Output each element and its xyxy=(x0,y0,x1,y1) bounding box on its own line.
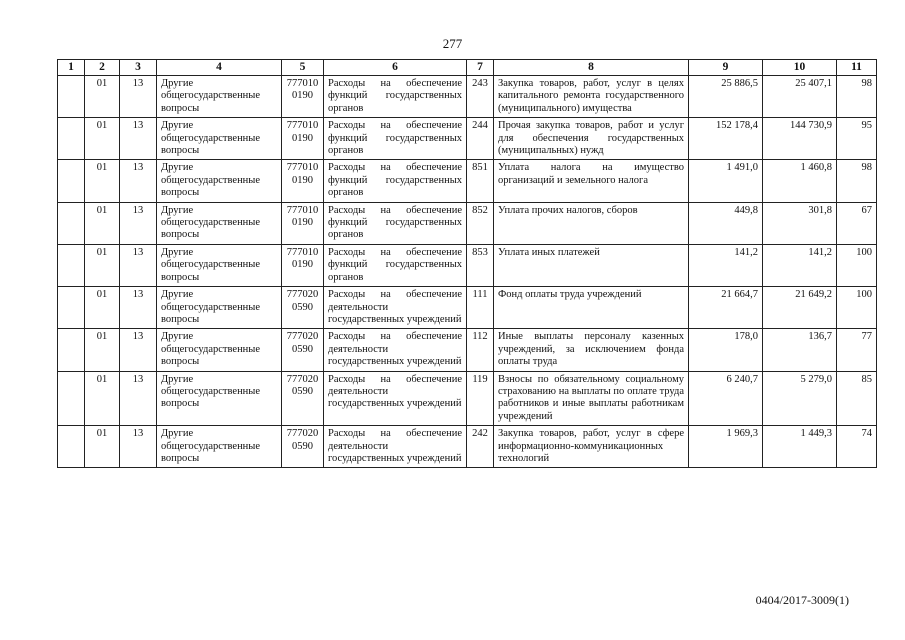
cell-article-name: Расходы на обеспечение деятельности государственных учреждений xyxy=(324,426,467,468)
cell-subsection: 13 xyxy=(120,76,157,118)
cell-percent-executed: 98 xyxy=(837,160,877,202)
cell-section: 01 xyxy=(85,76,120,118)
column-header-7: 7 xyxy=(467,60,494,76)
cell-expense-type: 111 xyxy=(467,287,494,329)
cell-col-1 xyxy=(58,426,85,468)
cell-subsection-name: Другие общегосударственные вопросы xyxy=(157,287,282,329)
column-header-3: 3 xyxy=(120,60,157,76)
cell-col-1 xyxy=(58,371,85,426)
cell-col-1 xyxy=(58,76,85,118)
cell-expense-type: 851 xyxy=(467,160,494,202)
column-header-6: 6 xyxy=(324,60,467,76)
cell-col-1 xyxy=(58,287,85,329)
cell-percent-executed: 85 xyxy=(837,371,877,426)
cell-percent-executed: 98 xyxy=(837,76,877,118)
cell-subsection: 13 xyxy=(120,202,157,244)
cell-target-article: 777010 0190 xyxy=(282,202,324,244)
cell-article-name: Расходы на обеспечение функций государственных органов xyxy=(324,76,467,118)
cell-subsection-name: Другие общегосударственные вопросы xyxy=(157,244,282,286)
cell-col-1 xyxy=(58,202,85,244)
cell-expense-type: 112 xyxy=(467,329,494,371)
cell-expense-type: 853 xyxy=(467,244,494,286)
cell-target-article: 777020 0590 xyxy=(282,426,324,468)
cell-expense-type: 242 xyxy=(467,426,494,468)
cell-subsection: 13 xyxy=(120,371,157,426)
cell-article-name: Расходы на обеспечение деятельности государственных учреждений xyxy=(324,329,467,371)
cell-col-1 xyxy=(58,160,85,202)
table-row xyxy=(58,76,877,118)
cell-executed-amount: 25 407,1 xyxy=(763,76,837,118)
cell-executed-amount: 1 449,3 xyxy=(763,426,837,468)
cell-expense-type-name: Уплата иных платежей xyxy=(494,244,689,286)
table-body xyxy=(58,76,877,468)
cell-planned-amount: 1 491,0 xyxy=(689,160,763,202)
column-header-1: 1 xyxy=(58,60,85,76)
table-row xyxy=(58,371,877,426)
cell-executed-amount: 1 460,8 xyxy=(763,160,837,202)
cell-target-article: 777010 0190 xyxy=(282,244,324,286)
cell-expense-type-name: Уплата налога на имущество организаций и земельного налога xyxy=(494,160,689,202)
cell-section: 01 xyxy=(85,371,120,426)
cell-subsection-name: Другие общегосударственные вопросы xyxy=(157,329,282,371)
cell-expense-type-name: Уплата прочих налогов, сборов xyxy=(494,202,689,244)
cell-col-1 xyxy=(58,244,85,286)
cell-planned-amount: 25 886,5 xyxy=(689,76,763,118)
cell-article-name: Расходы на обеспечение функций государственных органов xyxy=(324,244,467,286)
cell-expense-type-name: Взносы по обязательному социальному страхованию на выплаты по оплате труда работников и иные выплаты работникам учреждений xyxy=(494,371,689,426)
cell-planned-amount: 141,2 xyxy=(689,244,763,286)
cell-section: 01 xyxy=(85,244,120,286)
column-header-4: 4 xyxy=(157,60,282,76)
cell-executed-amount: 5 279,0 xyxy=(763,371,837,426)
cell-expense-type: 243 xyxy=(467,76,494,118)
cell-expense-type-name: Закупка товаров, работ, услуг в целях капитального ремонта государственного (муниципального) имущества xyxy=(494,76,689,118)
cell-subsection-name: Другие общегосударственные вопросы xyxy=(157,371,282,426)
cell-expense-type-name: Фонд оплаты труда учреждений xyxy=(494,287,689,329)
cell-target-article: 777020 0590 xyxy=(282,371,324,426)
cell-percent-executed: 74 xyxy=(837,426,877,468)
table-row xyxy=(58,160,877,202)
column-header-2: 2 xyxy=(85,60,120,76)
cell-expense-type: 852 xyxy=(467,202,494,244)
header-row xyxy=(58,60,877,76)
table-row xyxy=(58,426,877,468)
cell-subsection: 13 xyxy=(120,160,157,202)
cell-planned-amount: 449,8 xyxy=(689,202,763,244)
cell-section: 01 xyxy=(85,329,120,371)
cell-subsection: 13 xyxy=(120,329,157,371)
column-header-5: 5 xyxy=(282,60,324,76)
cell-section: 01 xyxy=(85,426,120,468)
table-row xyxy=(58,244,877,286)
cell-subsection-name: Другие общегосударственные вопросы xyxy=(157,202,282,244)
cell-subsection-name: Другие общегосударственные вопросы xyxy=(157,426,282,468)
budget-table xyxy=(57,59,877,468)
cell-article-name: Расходы на обеспечение функций государственных органов xyxy=(324,160,467,202)
cell-section: 01 xyxy=(85,202,120,244)
cell-executed-amount: 144 730,9 xyxy=(763,118,837,160)
cell-planned-amount: 1 969,3 xyxy=(689,426,763,468)
cell-expense-type-name: Закупка товаров, работ, услуг в сфере информационно-коммуникационных технологий xyxy=(494,426,689,468)
cell-executed-amount: 141,2 xyxy=(763,244,837,286)
cell-article-name: Расходы на обеспечение деятельности государственных учреждений xyxy=(324,287,467,329)
table-row xyxy=(58,118,877,160)
cell-planned-amount: 21 664,7 xyxy=(689,287,763,329)
table-row xyxy=(58,202,877,244)
cell-section: 01 xyxy=(85,160,120,202)
cell-section: 01 xyxy=(85,118,120,160)
table-row xyxy=(58,329,877,371)
cell-executed-amount: 21 649,2 xyxy=(763,287,837,329)
cell-subsection: 13 xyxy=(120,244,157,286)
cell-executed-amount: 301,8 xyxy=(763,202,837,244)
cell-subsection-name: Другие общегосударственные вопросы xyxy=(157,160,282,202)
cell-col-1 xyxy=(58,329,85,371)
cell-article-name: Расходы на обеспечение функций государственных органов xyxy=(324,202,467,244)
cell-percent-executed: 67 xyxy=(837,202,877,244)
cell-percent-executed: 95 xyxy=(837,118,877,160)
page-number: 277 xyxy=(442,36,463,51)
cell-target-article: 777010 0190 xyxy=(282,160,324,202)
cell-subsection: 13 xyxy=(120,287,157,329)
cell-percent-executed: 100 xyxy=(837,244,877,286)
cell-planned-amount: 6 240,7 xyxy=(689,371,763,426)
cell-percent-executed: 100 xyxy=(837,287,877,329)
cell-executed-amount: 136,7 xyxy=(763,329,837,371)
column-header-9: 9 xyxy=(689,60,763,76)
cell-target-article: 777020 0590 xyxy=(282,329,324,371)
table-row xyxy=(58,287,877,329)
cell-subsection: 13 xyxy=(120,118,157,160)
cell-target-article: 777010 0190 xyxy=(282,118,324,160)
cell-target-article: 777010 0190 xyxy=(282,76,324,118)
column-header-11: 11 xyxy=(837,60,877,76)
cell-article-name: Расходы на обеспечение функций государственных органов xyxy=(324,118,467,160)
cell-expense-type: 244 xyxy=(467,118,494,160)
cell-subsection-name: Другие общегосударственные вопросы xyxy=(157,76,282,118)
cell-planned-amount: 152 178,4 xyxy=(689,118,763,160)
cell-subsection: 13 xyxy=(120,426,157,468)
document-code: 0404/2017-3009(1) xyxy=(755,593,849,607)
cell-target-article: 777020 0590 xyxy=(282,287,324,329)
cell-percent-executed: 77 xyxy=(837,329,877,371)
cell-article-name: Расходы на обеспечение деятельности государственных учреждений xyxy=(324,371,467,426)
cell-col-1 xyxy=(58,118,85,160)
cell-section: 01 xyxy=(85,287,120,329)
cell-expense-type-name: Иные выплаты персоналу казенных учреждений, за исключением фонда оплаты труда xyxy=(494,329,689,371)
cell-planned-amount: 178,0 xyxy=(689,329,763,371)
cell-subsection-name: Другие общегосударственные вопросы xyxy=(157,118,282,160)
column-header-10: 10 xyxy=(763,60,837,76)
cell-expense-type: 119 xyxy=(467,371,494,426)
column-header-8: 8 xyxy=(494,60,689,76)
cell-expense-type-name: Прочая закупка товаров, работ и услуг для обеспечения государственных (муниципальных) нужд xyxy=(494,118,689,160)
